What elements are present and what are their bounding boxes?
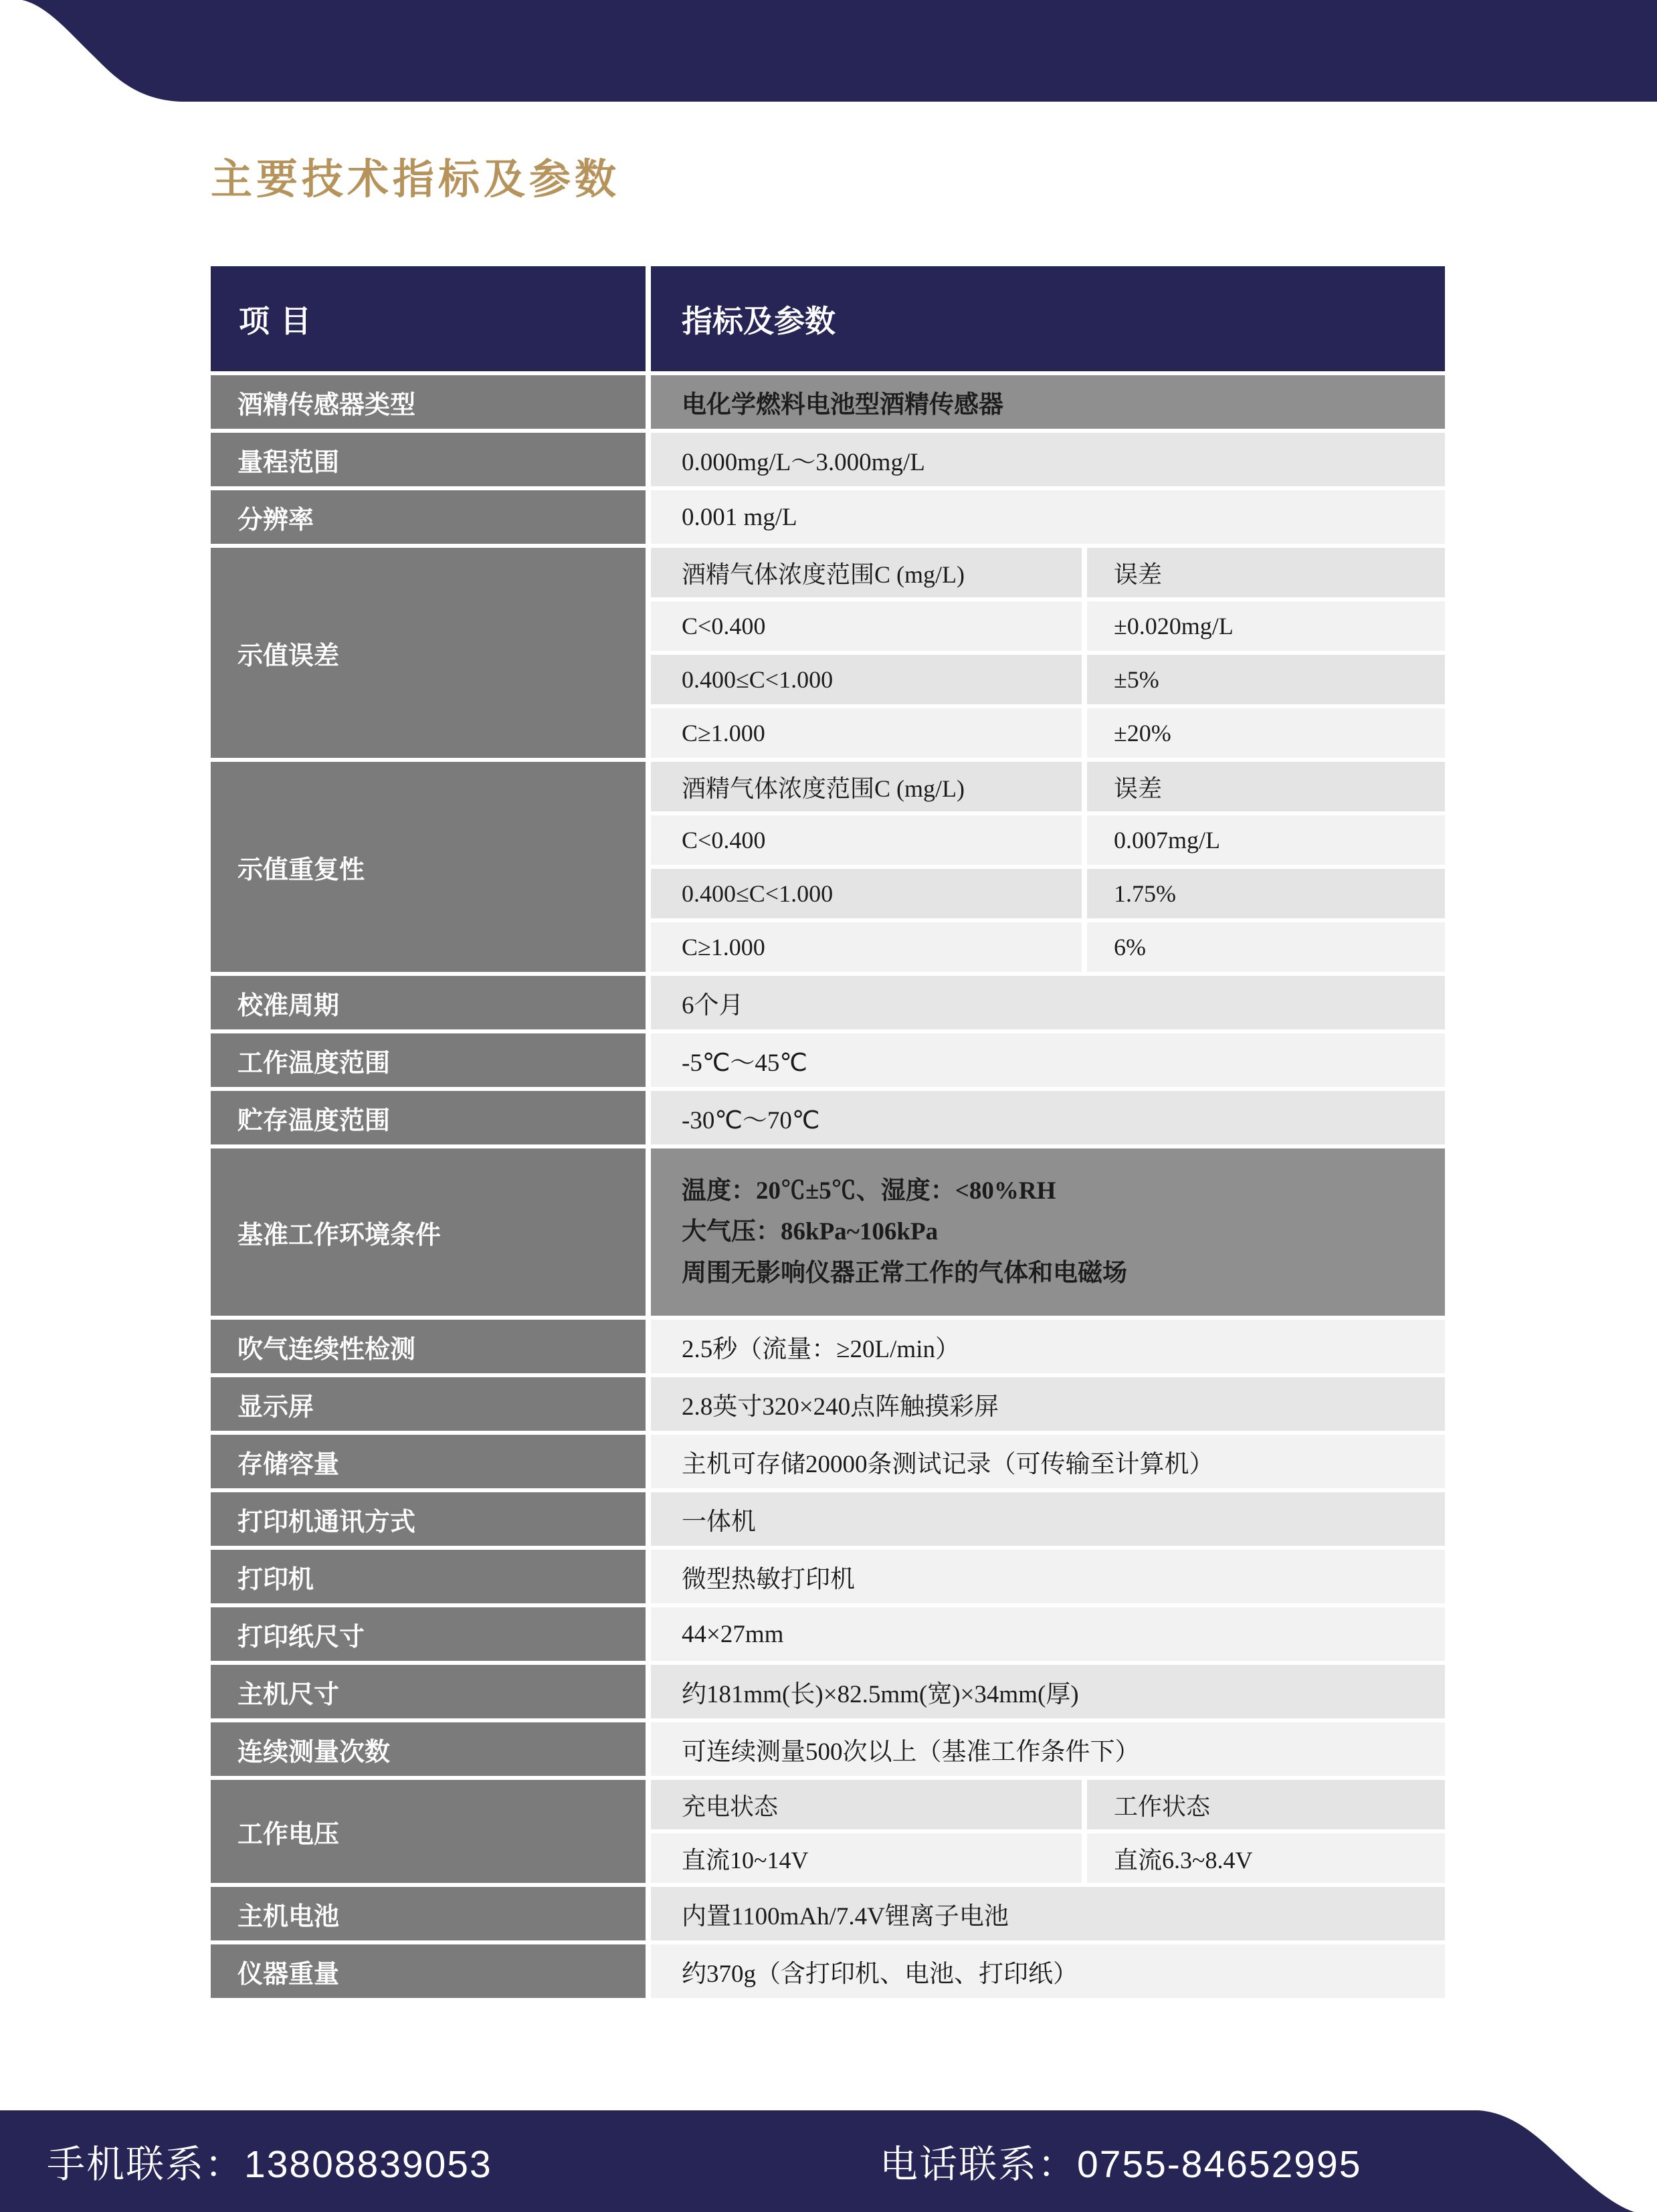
- sub-cell: C<0.400: [651, 601, 1082, 651]
- sub-cell: 直流6.3~8.4V: [1087, 1833, 1445, 1883]
- value-line: 温度：20℃±5℃、湿度：<80%RH: [682, 1177, 1056, 1205]
- row-value: 2.8英寸320×240点阵触摸彩屏: [651, 1377, 1445, 1431]
- row-label: 打印机: [211, 1550, 646, 1603]
- table-row: [211, 375, 1445, 429]
- table-row: [211, 1148, 1445, 1316]
- row-label: 显示屏: [211, 1377, 646, 1431]
- row-value: 约181mm(长)×82.5mm(宽)×34mm(厚): [651, 1665, 1445, 1718]
- row-label: 存储容量: [211, 1435, 646, 1488]
- sub-cell: 误差: [1087, 548, 1445, 597]
- table-row-group: [211, 762, 1445, 972]
- row-label: 工作温度范围: [211, 1033, 646, 1087]
- row-value: -30℃～70℃: [651, 1091, 1445, 1144]
- group-label: 工作电压: [211, 1780, 646, 1883]
- row-label: 基准工作环境条件: [211, 1148, 646, 1316]
- table-row: [211, 1944, 1445, 1998]
- table-row: [211, 1665, 1445, 1718]
- sub-row: [651, 548, 1445, 597]
- row-value: [651, 1148, 1445, 1316]
- table-row: [211, 1492, 1445, 1546]
- row-label: 吹气连续性检测: [211, 1320, 646, 1373]
- sub-cell: 酒精气体浓度范围C (mg/L): [651, 548, 1082, 597]
- sub-row: [651, 762, 1445, 811]
- table-row: [211, 1887, 1445, 1940]
- row-label: 分辨率: [211, 490, 646, 544]
- row-label: 校准周期: [211, 976, 646, 1029]
- row-label: 量程范围: [211, 433, 646, 486]
- sub-cell: C≥1.000: [651, 922, 1082, 972]
- row-value: 可连续测量500次以上（基准工作条件下）: [651, 1722, 1445, 1776]
- table-row: [211, 1377, 1445, 1431]
- sub-row: [651, 708, 1445, 758]
- table-row: [211, 1550, 1445, 1603]
- table-row: [211, 976, 1445, 1029]
- row-label: 打印机通讯方式: [211, 1492, 646, 1546]
- page-title: 主要技术指标及参数: [211, 157, 621, 203]
- sub-row: [651, 815, 1445, 865]
- row-label: 主机电池: [211, 1887, 646, 1940]
- sub-cell: 0.400≤C<1.000: [651, 869, 1082, 918]
- table-row: [211, 1435, 1445, 1488]
- sub-row: [651, 601, 1445, 651]
- sub-cell: 6%: [1087, 922, 1445, 972]
- table-row-group: [211, 1780, 1445, 1883]
- row-value: 微型热敏打印机: [651, 1550, 1445, 1603]
- table-row: [211, 1607, 1445, 1661]
- sub-row: [651, 655, 1445, 704]
- row-label: 打印纸尺寸: [211, 1607, 646, 1661]
- row-value: 0.001 mg/L: [651, 490, 1445, 544]
- row-value: 44×27mm: [651, 1607, 1445, 1661]
- row-value: 6个月: [651, 976, 1445, 1029]
- sub-cell: C<0.400: [651, 815, 1082, 865]
- row-value: 2.5秒（流量：≥20L/min）: [651, 1320, 1445, 1373]
- table-row: [211, 1033, 1445, 1087]
- column-header-item: 项目: [211, 266, 646, 371]
- sub-cell: ±5%: [1087, 655, 1445, 704]
- sub-row: [651, 869, 1445, 918]
- row-label: 连续测量次数: [211, 1722, 646, 1776]
- group-label: 示值误差: [211, 548, 646, 758]
- row-value: -5℃～45℃: [651, 1033, 1445, 1087]
- sub-row: [651, 1833, 1445, 1883]
- sub-row: [651, 922, 1445, 972]
- spec-table: [211, 266, 1445, 1998]
- table-row: [211, 1320, 1445, 1373]
- sub-cell: 酒精气体浓度范围C (mg/L): [651, 762, 1082, 811]
- sub-cell: 工作状态: [1087, 1780, 1445, 1829]
- footer-bar: [0, 2110, 1657, 2212]
- sub-row: [651, 1780, 1445, 1829]
- sub-cell: 0.007mg/L: [1087, 815, 1445, 865]
- value-line: 大气压：86kPa~106kPa: [682, 1218, 939, 1246]
- sub-cell: 直流10~14V: [651, 1833, 1082, 1883]
- sub-cell: C≥1.000: [651, 708, 1082, 758]
- table-row: [211, 433, 1445, 486]
- table-row-group: [211, 548, 1445, 758]
- sub-cell: 充电状态: [651, 1780, 1082, 1829]
- row-value: 约370g（含打印机、电池、打印纸）: [651, 1944, 1445, 1998]
- row-label: 贮存温度范围: [211, 1091, 646, 1144]
- row-value: 0.000mg/L～3.000mg/L: [651, 433, 1445, 486]
- header-wave-bar: [0, 0, 1657, 102]
- row-label: 仪器重量: [211, 1944, 646, 1998]
- table-row: [211, 490, 1445, 544]
- footer-mobile-contact: 手机联系：13808839053: [47, 2143, 492, 2186]
- row-value: 一体机: [651, 1492, 1445, 1546]
- footer-phone-contact: 电话联系：0755-84652995: [880, 2143, 1362, 2186]
- group-rows: [651, 1780, 1445, 1883]
- sub-cell: 1.75%: [1087, 869, 1445, 918]
- group-rows: [651, 548, 1445, 758]
- value-line: 周围无影响仪器正常工作的气体和电磁场: [682, 1259, 1127, 1287]
- table-row: [211, 1091, 1445, 1144]
- sub-cell: ±20%: [1087, 708, 1445, 758]
- row-value: 电化学燃料电池型酒精传感器: [651, 375, 1445, 429]
- row-label: 酒精传感器类型: [211, 375, 646, 429]
- sub-cell: 0.400≤C<1.000: [651, 655, 1082, 704]
- table-row: [211, 1722, 1445, 1776]
- column-header-params: 指标及参数: [651, 266, 1445, 371]
- sub-cell: 误差: [1087, 762, 1445, 811]
- row-label: 主机尺寸: [211, 1665, 646, 1718]
- row-value: 主机可存储20000条测试记录（可传输至计算机）: [651, 1435, 1445, 1488]
- group-label: 示值重复性: [211, 762, 646, 972]
- sub-cell: ±0.020mg/L: [1087, 601, 1445, 651]
- group-rows: [651, 762, 1445, 972]
- row-value: 内置1100mAh/7.4V锂离子电池: [651, 1887, 1445, 1940]
- table-header-row: [211, 266, 1445, 371]
